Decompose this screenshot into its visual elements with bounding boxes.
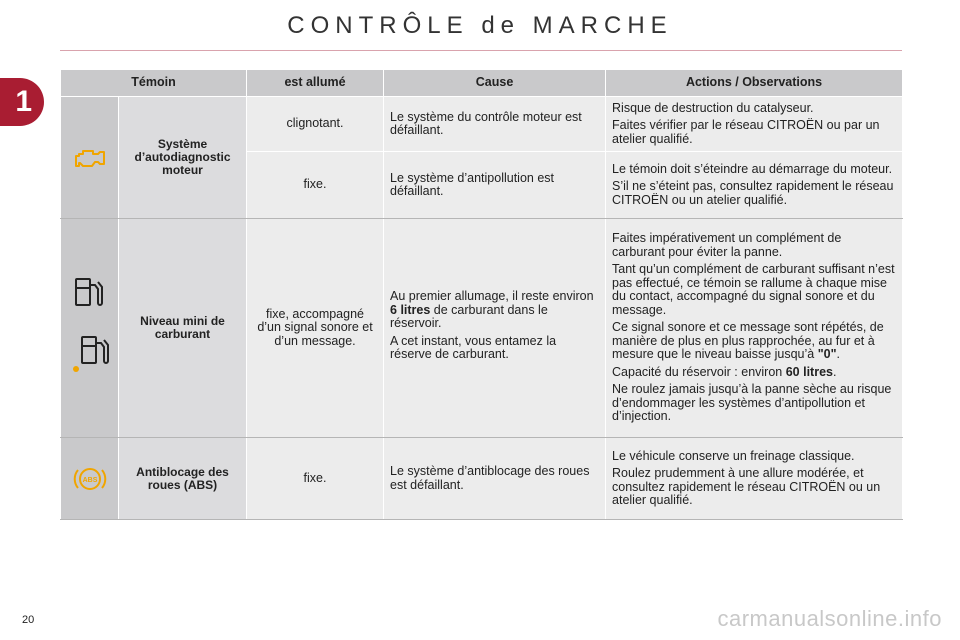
watermark: carmanualsonline.info: [717, 606, 942, 631]
observation-text: Faites impérativement un complément de carburant pour éviter la panne.: [612, 231, 842, 259]
observation-text-part: Capacité du réservoir : environ: [612, 364, 786, 379]
column-header-cause: Cause: [384, 70, 606, 97]
cause-text-part: Au premier allumage, il reste environ: [390, 289, 594, 304]
fuel-pump-icon: [70, 273, 110, 383]
observation-text-part: .: [836, 347, 840, 362]
title-rule: [60, 50, 902, 51]
column-header-actions: Actions / Observations: [606, 70, 903, 97]
observation-text: Faites vérifier par le réseau CITROËN ou par un atelier qualifié.: [612, 118, 880, 146]
table-row: [61, 219, 903, 438]
page-title: CONTRÔLE de MARCHE: [287, 12, 673, 39]
observation-text: Tant qu’un complément de carburant suffisant n’est pas effectué, ce témoin se rallume à chaque mise du contact, accompagné du signal sonore et du message.: [612, 262, 895, 317]
observation-cell: [606, 97, 903, 152]
observation-emphasis: 60 litres: [785, 364, 833, 379]
observation-cell: [606, 219, 903, 438]
engine-check-icon: [73, 145, 107, 171]
observation-cell: [606, 438, 903, 520]
state-cell: clignotant.: [247, 97, 384, 152]
column-header-temoin: Témoin: [61, 70, 247, 97]
state-cell: fixe, accompagné d’un signal sonore et d’un message.: [247, 219, 384, 438]
observation-text: Ne roulez jamais jusqu’à la panne sèche au risque d’endommager les systèmes d’antipollution et d’injection.: [612, 382, 892, 424]
observation-text: Roulez prudemment à une allure modérée, et consultez rapidement le réseau CITROËN ou un atelier qualifié.: [612, 466, 881, 507]
state-cell: fixe.: [247, 152, 384, 219]
observation-text: [612, 321, 896, 362]
table-row: [61, 438, 903, 520]
observation-cell: [606, 152, 903, 219]
observation-text: Le témoin doit s’éteindre au démarrage du moteur.: [612, 161, 893, 176]
observation-text: Le véhicule conserve un freinage classique.: [612, 448, 855, 463]
cause-cell: Le système d’antipollution est défaillant.: [384, 152, 606, 219]
cause-cell: Le système du contrôle moteur est défaillant.: [384, 97, 606, 152]
observation-emphasis: "0": [817, 347, 837, 362]
fuel-icon-cell: [61, 219, 119, 438]
observation-text: [612, 366, 896, 380]
warning-lights-table: [60, 69, 903, 520]
cause-text: A cet instant, vous entamez la réserve de carburant.: [390, 333, 557, 362]
row-name-engine: Système d’autodiagnostic moteur: [119, 97, 247, 219]
table-header-row: [61, 70, 903, 97]
cause-cell: Le système d’antiblocage des roues est défaillant.: [384, 438, 606, 520]
column-header-allume: est allumé: [247, 70, 384, 97]
abs-icon-label: ABS: [82, 476, 97, 484]
chapter-number: 1: [15, 85, 32, 118]
table-row: [61, 97, 903, 152]
chapter-tab: [0, 78, 44, 126]
cause-cell: [384, 219, 606, 438]
page-number: 20: [22, 614, 35, 626]
observation-text-part: .: [832, 364, 837, 379]
observation-text: S’il ne s’éteint pas, consultez rapidement le réseau CITROËN ou un atelier qualifié.: [612, 179, 894, 207]
state-cell: fixe.: [247, 438, 384, 520]
observation-text-part: Ce signal sonore et ce message sont répétés, de manière de plus en plus rapprochée, au fur et à mesure que le niveau baisse jusqu’à: [612, 320, 884, 362]
cause-text-part: de carburant dans le réservoir.: [390, 302, 548, 331]
observation-text: Risque de destruction du catalyseur.: [612, 100, 814, 115]
abs-icon-cell: [61, 438, 119, 520]
engine-icon-cell: [61, 97, 119, 219]
cause-text: [390, 290, 599, 331]
row-name-fuel: Niveau mini de carburant: [119, 219, 247, 438]
abs-icon: [72, 465, 108, 493]
row-name-abs: Antiblocage des roues (ABS): [119, 438, 247, 520]
cause-emphasis: 6 litres: [390, 302, 431, 317]
